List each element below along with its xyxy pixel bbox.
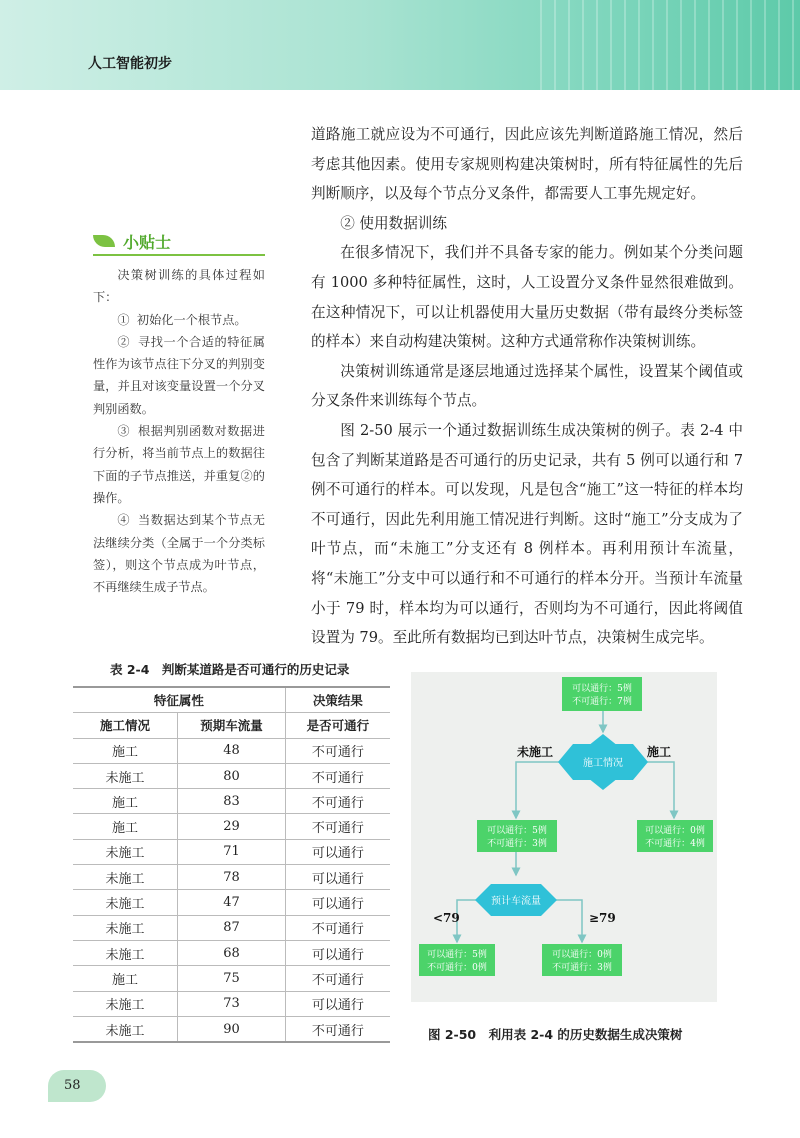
table-row	[73, 966, 390, 991]
node-text: 不可通行：3例	[487, 839, 547, 849]
tip-line: 决策树训练的具体过程如下：	[93, 268, 265, 305]
table-cell: 75	[178, 966, 286, 991]
table-cell: 不可通行	[285, 738, 390, 763]
decision-tree-diagram	[411, 672, 717, 1002]
tip-line: ③ 根据判别函数对数据进行分析，将当前节点上的数据往下面的子节点推送，并重复②的操作。	[93, 424, 265, 505]
root-text: 不可通行：7例	[572, 697, 632, 707]
table-cell: 未施工	[73, 940, 178, 965]
table-cell: 未施工	[73, 991, 178, 1016]
table-cell: 不可通行	[285, 1016, 390, 1042]
tip-title: 小贴士	[123, 232, 172, 252]
table-cell: 不可通行	[285, 814, 390, 839]
table-cell: 未施工	[73, 890, 178, 915]
table-cell: 不可通行	[285, 915, 390, 940]
table-group-header-row	[73, 687, 390, 713]
table-caption: 表 2-4 判断某道路是否可通行的历史记录	[110, 662, 350, 677]
page-header	[0, 0, 800, 90]
table-cell: 不可通行	[285, 763, 390, 788]
decision-label: 预计车流量	[491, 896, 541, 907]
tip-body	[93, 264, 265, 598]
decision-node-tip	[475, 884, 491, 916]
table-row	[73, 940, 390, 965]
table-cell: 施工	[73, 966, 178, 991]
table-cell: 未施工	[73, 1016, 178, 1042]
table-cell: 29	[178, 814, 286, 839]
table-row	[73, 839, 390, 864]
node-text: 不可通行：0例	[427, 963, 487, 973]
paragraph: 道路施工就应设为不可通行，因此应该先判断道路施工情况，然后考虑其他因素。使用专家规则构建决策树时，所有特征属性的先后判断顺序，以及每个节点分叉条件，都需要人工事先规定好。	[311, 126, 743, 203]
table-row	[73, 1016, 390, 1042]
table-row	[73, 789, 390, 814]
page-number: 58	[48, 1070, 106, 1102]
table-cell: 未施工	[73, 915, 178, 940]
table-cell: 未施工	[73, 839, 178, 864]
table-cell: 可以通行	[285, 865, 390, 890]
tip-line: ① 初始化一个根节点。	[117, 312, 247, 327]
table-cell: 未施工	[73, 865, 178, 890]
table-row	[73, 738, 390, 763]
connector	[638, 762, 674, 818]
node-text: 可以通行：5例	[427, 950, 487, 960]
connector	[457, 900, 481, 942]
table-cell: 可以通行	[285, 890, 390, 915]
table-cell: 73	[178, 991, 286, 1016]
tip-sidebar	[93, 228, 265, 598]
header-decoration	[540, 0, 800, 90]
table-row	[73, 814, 390, 839]
column-header: 是否可通行	[285, 713, 390, 738]
table-cell: 90	[178, 1016, 286, 1042]
tip-header	[93, 228, 265, 256]
table-cell: 未施工	[73, 763, 178, 788]
node-text: 不可通行：3例	[552, 963, 612, 973]
figure-caption: 图 2-50 利用表 2-4 的历史数据生成决策树	[428, 1027, 683, 1042]
table-row	[73, 763, 390, 788]
table-cell: 可以通行	[285, 991, 390, 1016]
table-cell: 施工	[73, 789, 178, 814]
connector	[516, 762, 568, 818]
node-text: 不可通行：4例	[645, 839, 705, 849]
table-cell: 71	[178, 839, 286, 864]
node-text: 可以通行：0例	[552, 950, 612, 960]
table-cell: 施工	[73, 814, 178, 839]
node-text: 可以通行：0例	[645, 826, 705, 836]
table-row	[73, 991, 390, 1016]
table-cell: 可以通行	[285, 940, 390, 965]
leaf-icon	[93, 235, 115, 247]
tip-line: ④ 当数据达到某个节点无法继续分类（全属于一个分类标签），则这个节点成为叶节点，不再继续生成子节点。	[93, 513, 265, 595]
table-cell: 不可通行	[285, 789, 390, 814]
table-cell: 78	[178, 865, 286, 890]
paragraph: 图 2-50 展示一个通过数据训练生成决策树的例子。表 2-4 中包含了判断某道路是否可通行的历史记录，共有 5 例可以通行和 7 例不可通行的样本。可以发现，凡是包含“施工”这一特征的样本均不可通行，因此先利用施工情况进行判断。这时“施工”分支成为了叶节点，而“未施工”分支还有 8 例样本。再利用预计车流量，将“未施工”分支中可以通行和不可通行的样本分开。当预计车流量小于 79 时，样本均为可以通行，否则均为不可通行，因此将阈值设置为 79。至此所有数据均已到达叶节点，决策树生成完毕。	[311, 421, 743, 647]
paragraph: 决策树训练通常是逐层地通过选择某个属性，设置某个阈值或分叉条件来训练每个节点。	[311, 362, 743, 410]
paragraph: 在很多情况下，我们并不具备专家的能力。例如某个分类问题有 1000 多种特征属性，这时，人工设置分叉条件显然很难做到。在这种情况下，可以让机器使用大量历史数据（带有最终分类标签的样本）来自动构建决策树。这种方式通常称作决策树训练。	[311, 244, 743, 351]
table-row	[73, 915, 390, 940]
branch-label: 未施工	[516, 745, 553, 759]
column-header: 施工情况	[73, 713, 178, 738]
book-title: 人工智能初步	[88, 56, 172, 72]
root-text: 可以通行：5例	[572, 684, 632, 694]
table-row	[73, 890, 390, 915]
table-cell: 48	[178, 738, 286, 763]
history-table	[73, 686, 390, 1043]
table-cell: 80	[178, 763, 286, 788]
node-text: 可以通行：5例	[487, 826, 547, 836]
table-cell: 不可通行	[285, 966, 390, 991]
group-header-result: 决策结果	[285, 687, 390, 713]
table-row	[73, 865, 390, 890]
table-header-row	[73, 713, 390, 738]
decision-node-tip	[541, 884, 557, 916]
decision-tree-figure	[411, 672, 717, 1002]
tip-line: ② 寻找一个合适的特征属性作为该节点往下分叉的判别变量，并且对该变量设置一个分叉判别函数。	[93, 334, 265, 416]
connector	[551, 900, 582, 942]
branch-label: <79	[433, 911, 460, 925]
group-header-features: 特征属性	[73, 687, 285, 713]
decision-node-tip	[633, 744, 648, 780]
branch-label: ≥79	[589, 911, 616, 925]
table-cell: 87	[178, 915, 286, 940]
column-header: 预期车流量	[178, 713, 286, 738]
main-text	[311, 120, 743, 653]
table-cell: 可以通行	[285, 839, 390, 864]
table-cell: 施工	[73, 738, 178, 763]
table-cell: 68	[178, 940, 286, 965]
branch-label: 施工	[647, 745, 672, 759]
subheading-data-training: ② 使用数据训练	[340, 214, 447, 232]
table-cell: 83	[178, 789, 286, 814]
decision-node-tip	[558, 744, 573, 780]
decision-label: 施工情况	[583, 758, 623, 769]
table-cell: 47	[178, 890, 286, 915]
